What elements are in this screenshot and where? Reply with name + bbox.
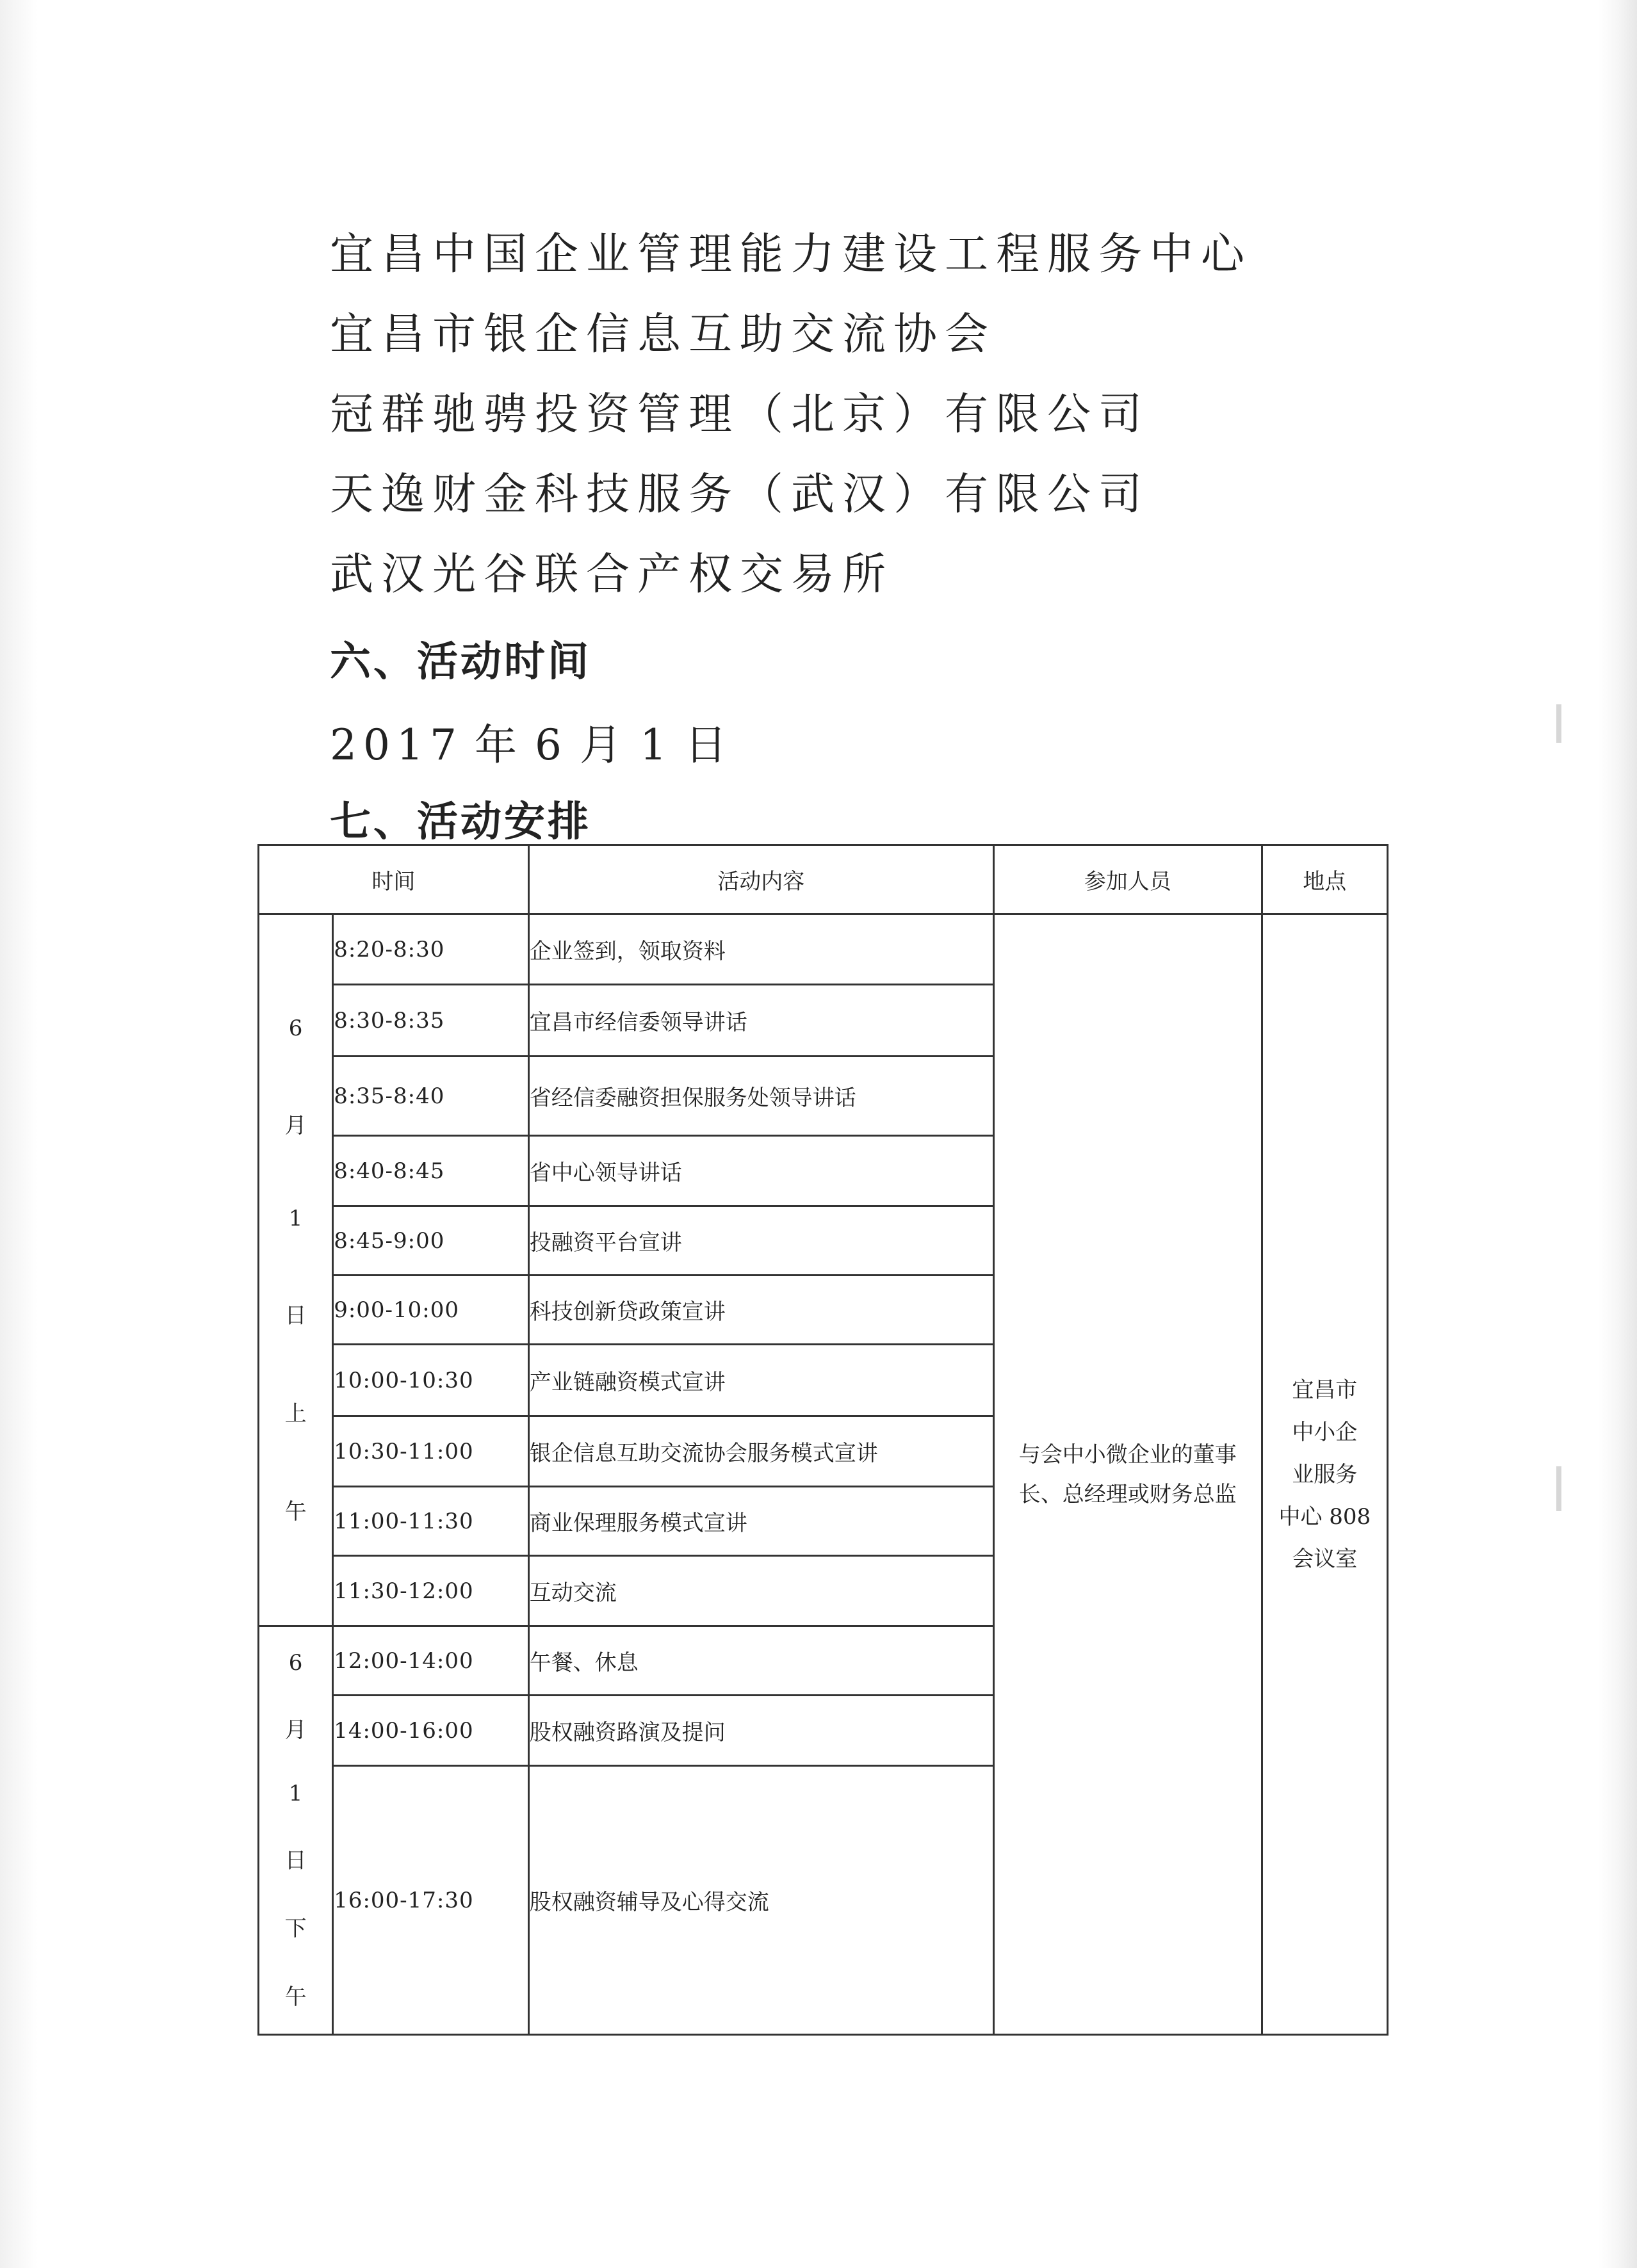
location-line: 宜昌市: [1292, 1377, 1358, 1403]
afternoon-period-label: [259, 1632, 332, 2029]
period-char: 上: [284, 1400, 307, 1427]
participants-cell: [993, 914, 1262, 2035]
organizer-line: 宜昌市银企信息互助交流协会: [330, 309, 997, 360]
activity-content: 投融资平台宣讲: [528, 1206, 993, 1276]
activity-content: 股权融资路演及提问: [528, 1696, 993, 1766]
activity-content: 商业保理服务模式宣讲: [528, 1487, 993, 1556]
activity-content: 银企信息互助交流协会服务模式宣讲: [528, 1416, 993, 1487]
afternoon-period-cell: [259, 1626, 333, 2035]
location-cell: [1262, 914, 1387, 2035]
period-char: 日: [284, 1302, 307, 1329]
time-slot: 16:00-17:30: [333, 1766, 529, 2035]
scan-mark: [1556, 704, 1561, 743]
time-slot: 11:30-12:00: [333, 1556, 529, 1626]
time-slot: 8:45-9:00: [333, 1206, 529, 1276]
organizer-line: 武汉光谷联合产权交易所: [330, 549, 894, 600]
event-date: [330, 711, 745, 772]
activity-content: 午餐、休息: [528, 1626, 993, 1696]
organizer-line: 宜昌中国企业管理能力建设工程服务中心: [330, 229, 1253, 280]
period-char: 午: [284, 1984, 307, 2010]
date-day-unit: 日: [684, 720, 733, 770]
location-line: 会议室: [1292, 1546, 1358, 1572]
activity-content: 企业签到，领取资料: [528, 914, 993, 985]
table-header-row: [259, 845, 1388, 914]
time-slot: 10:30-11:00: [333, 1416, 529, 1487]
activity-content: 省中心领导讲话: [528, 1136, 993, 1206]
time-slot: 11:00-11:30: [333, 1487, 529, 1556]
location-line: 中心 808: [1278, 1503, 1371, 1530]
activity-content: 产业链融资模式宣讲: [528, 1345, 993, 1416]
period-char: 1: [288, 1205, 303, 1231]
period-char: 6: [288, 1650, 303, 1676]
table-row: [259, 914, 1388, 985]
period-char: 6: [288, 1015, 303, 1041]
date-year-unit: 年: [474, 720, 523, 770]
period-char: 1: [288, 1780, 303, 1806]
date-day: 1: [639, 720, 673, 770]
period-char: 下: [284, 1916, 307, 1942]
time-slot: 8:35-8:40: [333, 1057, 529, 1136]
scan-mark: [1556, 1466, 1561, 1511]
header-participants: 参加人员: [993, 845, 1262, 914]
period-char: 午: [284, 1498, 307, 1525]
morning-period-label: [259, 982, 332, 1559]
period-char: 日: [284, 1848, 307, 1874]
time-slot: 14:00-16:00: [333, 1696, 529, 1766]
activity-content: 省经信委融资担保服务处领导讲话: [528, 1057, 993, 1136]
period-char: 月: [284, 1112, 307, 1138]
activity-content: 股权融资辅导及心得交流: [528, 1766, 993, 2035]
date-month: 6: [534, 720, 568, 770]
header-time: 时间: [259, 845, 529, 914]
time-slot: 10:00-10:30: [333, 1345, 529, 1416]
activity-content: 科技创新贷政策宣讲: [528, 1276, 993, 1345]
header-location: 地点: [1262, 845, 1387, 914]
time-slot: 8:30-8:35: [333, 985, 529, 1057]
organizer-line: 天逸财金科技服务（武汉）有限公司: [330, 469, 1150, 520]
location-line: 业服务: [1292, 1461, 1358, 1487]
period-char: 月: [284, 1717, 307, 1744]
schedule-table: [257, 844, 1389, 2036]
activity-content: 宜昌市经信委领导讲话: [528, 985, 993, 1057]
activity-content: 互动交流: [528, 1556, 993, 1626]
section-heading-time: 六、活动时间: [330, 638, 591, 686]
participants-line: 与会中小微企业的董事: [1018, 1441, 1237, 1468]
location-line: 中小企: [1292, 1419, 1358, 1445]
participants-line: 长、总经理或财务总监: [1018, 1481, 1237, 1507]
date-year: 2017: [330, 720, 463, 770]
scan-edge-left: [0, 0, 37, 2268]
morning-period-cell: [259, 914, 333, 1626]
time-slot: 9:00-10:00: [333, 1276, 529, 1345]
date-month-unit: 月: [579, 720, 628, 770]
scan-edge-right: [1599, 0, 1637, 2268]
section-heading-schedule: 七、活动安排: [330, 798, 591, 846]
organizer-line: 冠群驰骋投资管理（北京）有限公司: [330, 389, 1150, 440]
time-slot: 8:20-8:30: [333, 914, 529, 985]
time-slot: 12:00-14:00: [333, 1626, 529, 1696]
header-content: 活动内容: [528, 845, 993, 914]
time-slot: 8:40-8:45: [333, 1136, 529, 1206]
